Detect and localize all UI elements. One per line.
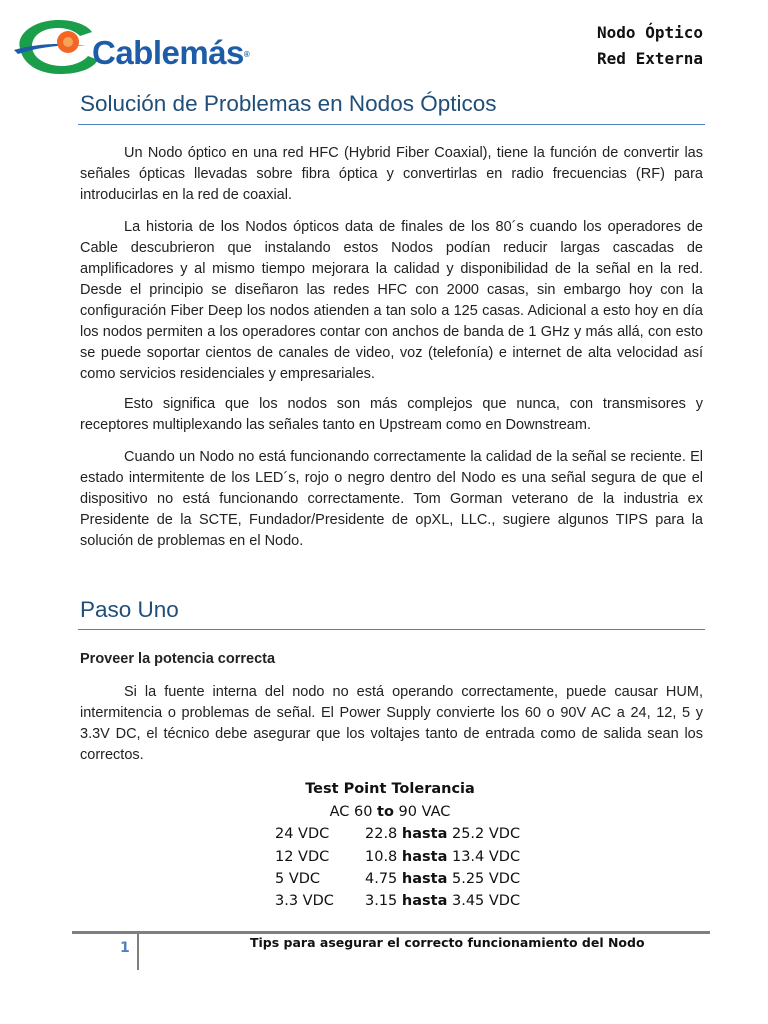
test-point-row: 5 VDC 4.75 hasta 5.25 VDC [275,871,521,887]
cablemas-logo-mark [14,14,104,76]
paragraph: Esto significa que los nodos son más complejos que nunca, con transmisores y receptores multiplexando las señales tanto en Upstream como en Downstream. [80,396,703,433]
footer-divider [137,934,139,970]
page-number: 1 [120,940,130,956]
section-rule [78,629,705,630]
cablemas-logo [14,14,250,76]
test-point-row: 3.3 VDC 3.15 hasta 3.45 VDC [275,893,521,909]
section-title-paso-uno: Paso Uno [80,597,179,622]
section-title-troubleshooting: Solución de Problemas en Nodos Ópticos [80,91,497,116]
header-line-2: Red Externa [597,49,703,68]
footer-rule [72,931,710,934]
header-line-1: Nodo Óptico [597,23,703,42]
paragraph: Si la fuente interna del nodo no está operando correctamente, puede causar HUM, intermitencia o problemas de señal. El Power Supply convierte los 60 o 90V AC a 24, 12, 5 y 3.3V DC, el técnico debe asegurar que los voltajes tanto de entrada como de salida sean los correctos. [80,684,703,763]
subsection-title: Proveer la potencia correcta [80,651,276,667]
paragraph: Cuando un Nodo no está funcionando correctamente la calidad de la señal se reciente. El estado intermitente de los LED´s, rojo o negro dentro del Nodo es una señal segura de que el dispositivo no está funcionando correctamente. Tom Gorman veterano de la industria ex Presidente de la SCTE, Fundador/Presidente de opXL, LLC., sugiere algunos TIPS para la solución de problemas en el Nodo. [80,449,703,549]
paragraph: Un Nodo óptico en una red HFC (Hybrid Fiber Coaxial), tiene la función de convertir las señales ópticas llevadas sobre fibra óptica y convertirlas en radio frecuencias (RF) para introducirlas en la red de coaxial. [80,145,703,203]
footer-text: Tips para asegurar el correcto funcionamiento del Nodo [250,935,645,950]
document-header-title [597,20,703,72]
test-point-row: 24 VDC 22.8 hasta 25.2 VDC [275,826,521,842]
test-point-ac-line: AC 60 to 90 VAC [329,804,451,820]
test-point-title: Test Point Tolerancia [305,781,475,797]
test-point-row: 12 VDC 10.8 hasta 13.4 VDC [275,849,521,865]
paragraph: La historia de los Nodos ópticos data de finales de los 80´s cuando los operadores de Cable descubrieron que instalando estos Nodos podían reducir largas cascadas de amplificadores y al mismo tiempo mejorara la calidad y disponibilidad de la señal en la red. Desde el principio se diseñaron las redes HFC con 2000 casas, sin embargo hoy con la configuración Fiber Deep los nodos atienden a tan solo a 125 casas. Adicional a esto hoy en día los nodos permiten a los operadores contar con anchos de banda de 1 GHz y más allá, con esto se puede soportar cientos de canales de video, voz (telefonía) e internet de alta velocidad así como servicios residenciales y empresariales. [80,219,703,382]
section-rule [78,124,705,125]
logo-wordmark: Cablemás® [92,34,250,71]
